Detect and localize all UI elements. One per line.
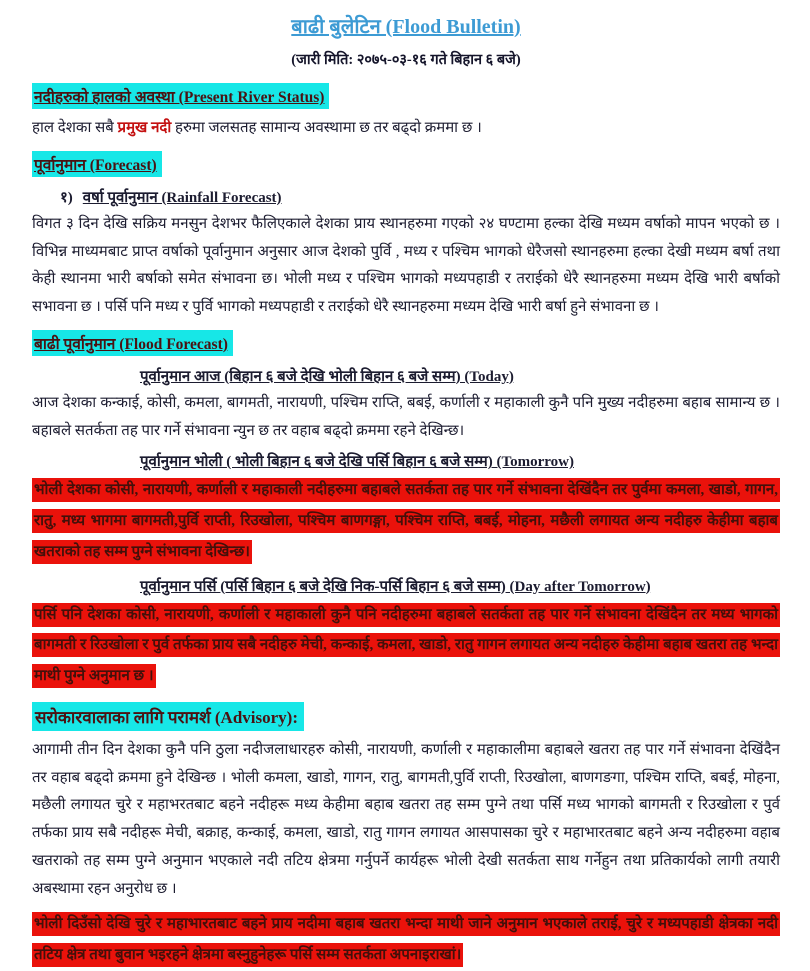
present-river-status-body — [32, 115, 780, 143]
red-highlight-alert-text: भोली देशका कोसी, नारायणी, कर्णाली र महाकाली नदीहरुमा बहाबले सतर्कता तह पार गर्ने संभावना देखिंदैन तर पुर्वमा कमला, खाडो, गागन, रातु, मध्य भागमा बागमती,पुर्वि राप्ती, रिउखोला, पश्चिम बाणगङ्गा, पश्चिम राप्ति, बबई, मोहना, मछैली लगायत अन्य नदीहरु केहीमा बहाब खतराको तह सम्म पुग्ने संभावना देखिन्छ। — [32, 478, 780, 564]
section-heading-flood-forecast: बाढी पूर्वानुमान (Flood Forecast) — [32, 330, 233, 356]
section-heading-present-river-status: नदीहरुको हालको अवस्था (Present River Status) — [32, 83, 329, 109]
advisory-body: आगामी तीन दिन देशका कुनै पनि ठुला नदीजलाधारहरु कोसी, नारायणी, कर्णाली र महाकालीमा बहाबले खतरा तह पार गर्ने संभावना देखिंदैन तर वहाब बढ्दो क्रममा हुने देखिन्छ । भोली कमला, खाडो, गागन, रातु, बागमती,पुर्वि राप्ती, रिउखोला, बाणगङगा, पश्चिम राप्ति, बबई, मोहना, मछैली लगायत चुरे र महाभरतबाट बहने नदीहरू मध्य केहीमा बहाब खतरा तह सम्म पुग्ने तथा पर्सि मध्य भागको बागमती र रिउखोला र पुर्व तर्फका प्राय सबै नदीहरू मेची, बक्राह, कन्काई, कमला, खाडो, रातु गागन लगायत आसपासका चुरे र महाभारतबाट बहने अन्य नदीहरुमा वहाब खतराको तह सम्म पुग्ने अनुमान भएकाले नदी तटिय क्षेत्रमा गर्नुपर्ने कार्यहरू भोली देखी सतर्कता साथ गर्नेहुन तथा प्रतिकार्यको लागी तयारी अबस्थामा रहन अनुरोध छ । — [32, 741, 780, 897]
list-number: १) — [60, 189, 73, 206]
forecast-today-body: आज देशका कन्काई, कोसी, कमला, बागमती, नारायणी, पश्चिम राप्ति, बबई, कर्णाली र महाकाली कुनै पनि मुख्य नदीहरुमा बहाब सामान्य छ । बहाबले सतर्कता तह पार गर्ने संभावना न्युन छ तर वहाब बढ्दो क्रममा रहने देखिन्छ। — [32, 394, 780, 439]
subheading-forecast-day-after-tomorrow — [32, 576, 780, 596]
issue-date-line: (जारी मिति: २०७५-०३-१६ गते बिहान ६ बजे) — [291, 52, 521, 68]
subheading-forecast-tomorrow — [32, 451, 780, 471]
red-highlight-alert-text: पर्सि पनि देशका कोसी, नारायणी, कर्णाली र महाकाली कुनै पनि नदीहरुमा बहाबले सतर्कता तह पार गर्ने संभावना देखिंदैन तर मध्य भागको बागमती र रिउखोला र पुर्व तर्फका प्राय सबै नदीहरु मेची, कन्काई, कमला, खाडो, रातु गागन लगायत अन्य नदीहरु केहीमा बहाब खतरा तह भन्दा माथी पुग्ने अनुमान छ । — [32, 603, 780, 689]
subheading-forecast-today — [32, 366, 780, 386]
highlighted-term-major-rivers: प्रमुख नदी — [117, 120, 172, 136]
advisory-alert — [32, 909, 780, 971]
subheading-text: पूर्वानुमान पर्सि (पर्सि बिहान ६ बजे देखि निक-पर्सि बिहान ६ बजे सम्म) (Day after Tomorrow) — [140, 578, 651, 595]
page-title: बाढी बुलेटिन (Flood Bulletin) — [291, 16, 521, 38]
forecast-tomorrow-alert — [32, 475, 780, 567]
rainfall-forecast-body: विगत ३ दिन देखि सक्रिय मनसुन देशभर फैलिएकाले देशका प्राय स्थानहरुमा गएको २४ घण्टामा हल्का देखि मध्यम वर्षाको मापन भएको छ । विभिन्न माध्यमबाट प्राप्त वर्षाको पूर्वानुमान अनुसार आज देशको पुर्वि , मध्य र पश्चिम भागको धेरैजसो स्थानहरुमा हल्का देखी मध्यम बर्षा तथा केही स्थानमा भारी बर्षाको समेत संभावना छ। भोली मध्य र पश्चिम भागको मध्यपहाडी र तराईको धेरै स्थानहरुमा मध्यम देखि भारी बर्षाको सभावना छ । पर्सि पनि मध्य र पुर्वि भागको मध्यपहाडी र तराईको धेरै स्थानहरुमा मध्यम देखि भारी बर्षा हुने संभावना छ । — [32, 215, 780, 315]
section-forecast — [32, 149, 780, 322]
subheading-text: पूर्वानुमान भोली ( भोली बिहान ६ बजे देखि पर्सि बिहान ६ बजे सम्म) (Tomorrow) — [140, 454, 574, 471]
section-heading-forecast: पूर्वानुमान (Forecast) — [32, 151, 162, 177]
section-heading-advisory: सरोकारवालाका लागि परामर्श (Advisory): — [32, 702, 304, 731]
section-flood-forecast — [32, 328, 780, 692]
section-advisory — [32, 700, 780, 971]
body-text: हरुमा जलसतह सामान्य अवस्थामा छ तर बढ्दो क्रममा छ । — [171, 120, 482, 136]
subheading-text: पूर्वानुमान आज (बिहान ६ बजे देखि भोली बिहान ६ बजे सम्म) (Today) — [140, 368, 514, 385]
subheading-text: वर्षा पूर्वानुमान (Rainfall Forecast) — [82, 189, 282, 206]
subheading-rainfall-forecast — [32, 187, 780, 207]
section-present-river-status — [32, 81, 780, 143]
forecast-day-after-tomorrow-alert — [32, 600, 780, 692]
red-highlight-alert-text: भोली दिउँसो देखि चुरे र महाभारतबाट बहने प्राय नदीमा बहाब खतरा भन्दा माथी जाने अनुमान भएकाले तराई, चुरे र मध्यपहाडी क्षेत्रका नदी तटिय क्षेत्र तथा बुवान भइरहने क्षेत्रमा बस्नुहुनेहरू पर्सि सम्म सतर्कता अपनाइराखां। — [32, 912, 780, 967]
body-text: हाल देशका सबै — [32, 120, 118, 136]
